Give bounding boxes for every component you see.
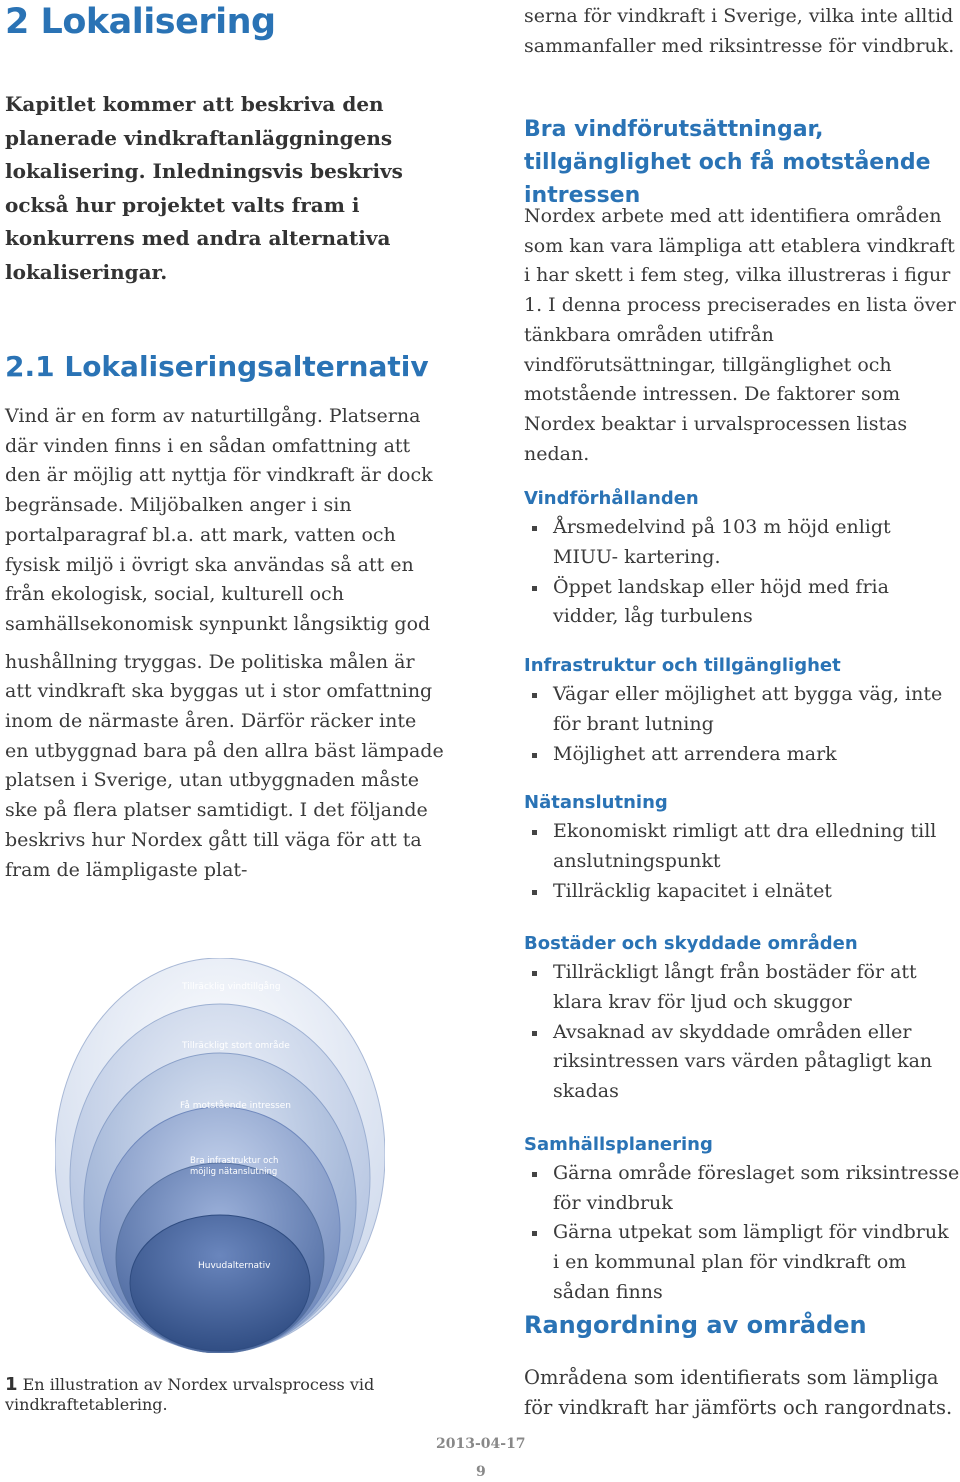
- right-flow: [524, 202, 960, 1307]
- section-paragraph-2: hushållning tryggas. De politiska målen är att vindkraft ska byggas ut i stor omfattning inom de närmaste åren. Därför räcker inte en utbyggnad bara på den allra bäst lämpade platsen i Sverige, utan utbyggnaden måste ske på flera platser samtidigt. I det följande beskrivs hur Nordex gått till väga för att ta fram de lämpligaste plat-: [5, 650, 444, 881]
- selection-process-figure: [55, 958, 385, 1353]
- caption-number: 1: [5, 1374, 18, 1395]
- figure-caption: [5, 1375, 435, 1415]
- group-list-housing: [524, 958, 960, 1107]
- right-heading: Bra vindförutsättningar, tillgänglighet och få motstående intressen: [524, 117, 931, 208]
- ring-label-5: Huvudalternativ: [198, 1261, 271, 1271]
- ring-label-1: Tillräcklig vindtillgång: [182, 982, 281, 992]
- group-list-planning: [524, 1159, 960, 1308]
- continued-paragraph: serna för vindkraft i Sverige, vilka inte alltid sammanfaller med riksintresse för vindbruk.: [524, 5, 955, 57]
- rank-paragraph: Områdena som identifierats som lämpliga för vindkraft har jämförts och rangordnats.: [524, 1366, 953, 1419]
- group-title-housing: Bostäder och skyddade områden: [524, 933, 858, 955]
- group-title-wind: Vindförhållanden: [524, 488, 699, 510]
- list-item: Avsaknad av skyddade områden eller riksintressen vars värden påtagligt kan skadas: [524, 1018, 960, 1107]
- section-body: [5, 402, 445, 885]
- list-item: Öppet landskap eller höjd med fria vidder, låg turbulens: [524, 573, 960, 632]
- section-paragraph-1: Vind är en form av naturtillgång. Platserna där vinden finns i en sådan omfattning att den är möjlig att nyttja för vindkraft är dock begränsade. Miljöbalken anger i sin portalparagraf bl.a. att mark, vatten och fysisk miljö i övrigt ska användas så att en från ekologisk, social, kulturell och samhällsekonomisk synpunkt långsiktig god: [5, 405, 433, 635]
- list-item: Gärna område föreslaget som riksintresse för vindbruk: [524, 1159, 960, 1218]
- list-item: Årsmedelvind på 103 m höjd enligt MIUU- kartering.: [524, 513, 960, 572]
- list-item: Gärna utpekat som lämpligt för vindbruk i en kommunal plan för vindkraft om sådan finns: [524, 1218, 960, 1307]
- right-paragraph: Nordex arbete med att identifiera områden som kan vara lämpliga att etablera vindkraft i har skett i fem steg, vilka illustreras i figur 1. I denna process preciserades en lista över tänkbara områden utifrån vindförutsättningar, tillgänglighet och motstående intressen. De faktorer som Nordex beaktar i urvalsprocessen listas nedan.: [524, 205, 956, 465]
- chapter-title: 2 Lokalisering: [5, 2, 276, 42]
- list-item: Möjlighet att arrendera mark: [524, 740, 960, 770]
- rank-title: Rangordning av områden: [524, 1311, 867, 1339]
- group-title-planning: Samhällsplanering: [524, 1133, 713, 1155]
- ring-label-3: Få motstående intressen: [180, 1101, 292, 1111]
- group-title-grid: Nätanslutning: [524, 792, 668, 814]
- group-title-infrastructure: Infrastruktur och tillgänglighet: [524, 655, 841, 677]
- page-number: 9: [476, 1464, 486, 1480]
- ring-6: [130, 1215, 310, 1351]
- list-item: Vägar eller möjlighet att bygga väg, inte för brant lutning: [524, 680, 960, 739]
- section-title: 2.1 Lokaliseringsalternativ: [5, 350, 429, 383]
- footer-date: 2013-04-17: [436, 1436, 526, 1452]
- caption-text: En illustration av Nordex urvalsprocess vid vindkraftetablering.: [5, 1375, 375, 1414]
- list-item: Tillräckligt långt från bostäder för att klara krav för ljud och skuggor: [524, 958, 960, 1017]
- list-item: Ekonomiskt rimligt att dra elledning till anslutningspunkt: [524, 817, 960, 876]
- group-list-infrastructure: [524, 680, 960, 769]
- group-list-wind: [524, 513, 960, 632]
- ring-label-2: Tillräckligt stort område: [182, 1041, 290, 1051]
- list-item: Tillräcklig kapacitet i elnätet: [524, 877, 960, 907]
- ring-label-4b: möjlig nätanslutning: [190, 1167, 278, 1177]
- chapter-intro: Kapitlet kommer att beskriva den planerade vindkraftanläggningens lokalisering. Inledningsvis beskrivs också hur projektet valts fram i konkurrens med andra alternativa lokaliseringar.: [5, 92, 403, 284]
- group-list-grid: [524, 817, 960, 906]
- ring-label-4a: Bra infrastruktur och: [190, 1156, 279, 1166]
